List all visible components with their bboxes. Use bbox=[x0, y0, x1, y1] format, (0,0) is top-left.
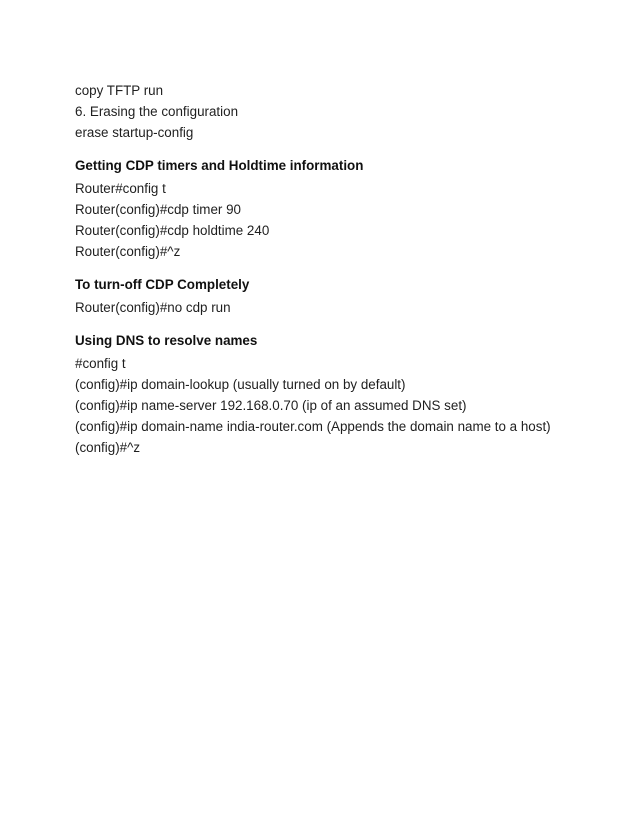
command-line: copy TFTP run bbox=[75, 83, 164, 98]
command-line: (config)#^z bbox=[75, 440, 141, 455]
section-dns bbox=[75, 330, 595, 458]
document-page bbox=[75, 80, 595, 458]
command-line: Router(config)#no cdp run bbox=[75, 300, 231, 315]
section-heading: Using DNS to resolve names bbox=[75, 333, 258, 348]
command-line: erase startup-config bbox=[75, 125, 194, 140]
intro-block bbox=[75, 80, 595, 143]
command-line: (config)#ip name-server 192.168.0.70 (ip of an assumed DNS set) bbox=[75, 398, 467, 413]
command-line: #config t bbox=[75, 356, 126, 371]
section-cdp-timers bbox=[75, 155, 595, 262]
section-cdp-off bbox=[75, 274, 595, 318]
command-line: Router#config t bbox=[75, 181, 166, 196]
command-line: Router(config)#^z bbox=[75, 244, 181, 259]
command-line: Router(config)#cdp timer 90 bbox=[75, 202, 241, 217]
command-line: (config)#ip domain-lookup (usually turned on by default) bbox=[75, 377, 406, 392]
section-heading: To turn-off CDP Completely bbox=[75, 277, 250, 292]
section-heading: Getting CDP timers and Holdtime information bbox=[75, 158, 364, 173]
command-line: Router(config)#cdp holdtime 240 bbox=[75, 223, 270, 238]
step-line: 6. Erasing the configuration bbox=[75, 104, 239, 119]
command-line: (config)#ip domain-name india-router.com (Appends the domain name to a host) bbox=[75, 419, 551, 434]
